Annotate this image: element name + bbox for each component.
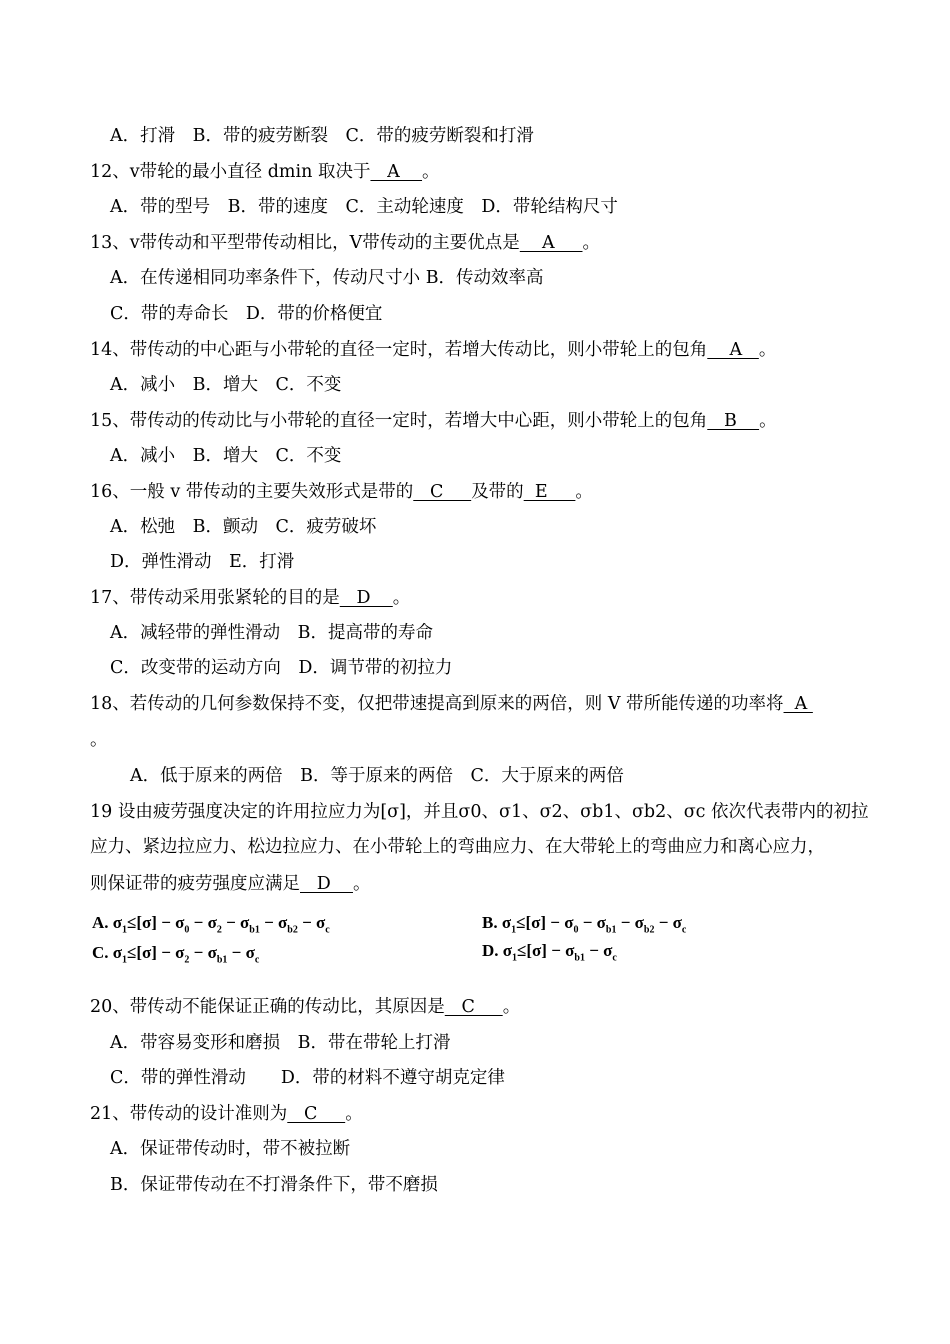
formula-option-c: C. $\sigma_1\le[\sigma] - \sigma_2 - \sigma_{b1} - \sigma_c$ (92, 943, 260, 966)
formula-subscript: c (254, 954, 260, 966)
option-line (110, 657, 452, 679)
answer-blank: B (707, 411, 760, 431)
formula-symbol: σ (175, 943, 185, 962)
option-line (110, 374, 341, 396)
formula-symbol: σ (502, 941, 513, 960)
line-text: 19 设由疲劳强度决定的许用拉应力为[σ]，并且σ0、σ1、σ2、σb1、σb2、σc 依次代表带内的初拉 (90, 802, 869, 822)
formula-symbol: σ (207, 913, 217, 932)
option-line (130, 765, 624, 787)
option-line (110, 125, 534, 147)
option-line (110, 267, 544, 289)
formula-symbol: σ (603, 941, 613, 960)
line-text: 。 (90, 730, 108, 750)
option-line (110, 445, 341, 467)
formula-subscript: b2 (643, 924, 655, 936)
answer-blank: D (339, 588, 393, 608)
line-text: A．带的型号 B．带的速度 C．主动轮速度 D．带轮结构尺寸 (110, 197, 618, 217)
formula-label: C. (92, 943, 109, 962)
formula-subscript: b2 (287, 924, 298, 936)
question-text: 12、v带轮的最小直径 dmin 取决于 (90, 162, 371, 182)
formula-bracket: [σ] (136, 913, 157, 932)
formula-symbol: σ (175, 913, 185, 932)
formula-relation: ≤ (516, 913, 526, 932)
formula-bracket: [σ] (525, 913, 547, 932)
line-text: D．弹性滑动 E．打滑 (110, 552, 295, 572)
question-text: 21、带传动的设计准则为 (90, 1104, 288, 1124)
question-text: 。 (582, 233, 600, 253)
question-line (90, 729, 108, 751)
question-line (90, 836, 825, 858)
question-text: 20、带传动不能保证正确的传动比，其原因是 (90, 997, 445, 1017)
answer-blank: C (287, 1104, 346, 1124)
option-line (110, 551, 294, 573)
question-text: 13、v带传动和平型带传动相比，V带传动的主要优点是 (90, 233, 520, 253)
option-line (110, 196, 618, 218)
option-line (110, 1174, 438, 1196)
question-text: 。 (352, 874, 371, 894)
formula-subscript: 2 (184, 954, 190, 966)
question-text: 15、带传动的传动比与小带轮的直径一定时，若增大中心距，则小带轮上的包角 (90, 411, 708, 431)
formula-relation: ≤ (517, 941, 527, 960)
line-text: B．保证带传动在不打滑条件下，带不磨损 (110, 1175, 438, 1195)
question-text: 16、一般 v 带传动的主要失效形式是带的 (90, 482, 414, 502)
question-line (90, 801, 869, 823)
line-text: A．松弛 B．颤动 C．疲劳破坏 (110, 517, 377, 537)
option-line (110, 622, 433, 644)
line-text: A．打滑 B．带的疲劳断裂 C．带的疲劳断裂和打滑 (110, 126, 534, 146)
question-text: 。 (502, 997, 521, 1017)
line-text: C．改变带的运动方向 D．调节带的初拉力 (110, 658, 453, 678)
formula-subscript: b1 (605, 924, 617, 936)
formula-subscript: 2 (216, 924, 222, 936)
line-text: C．带的弹性滑动 D．带的材料不遵守胡克定律 (110, 1068, 505, 1088)
question-line (90, 873, 370, 895)
question-line (90, 481, 593, 503)
formula-label: D. (482, 941, 499, 960)
formula-subscript: 1 (511, 924, 517, 936)
formula-symbol: σ (316, 913, 326, 932)
formula-subscript: 1 (122, 954, 128, 966)
formula-symbol: σ (207, 943, 217, 962)
formula-symbol: σ (565, 941, 575, 960)
formula-symbol: σ (564, 913, 574, 932)
answer-blank: D (300, 874, 353, 894)
line-text: C．带的寿命长 D．带的价格便宜 (110, 304, 383, 324)
line-text: A．低于原来的两倍 B．等于原来的两倍 C．大于原来的两倍 (130, 766, 624, 786)
formula-symbol: σ (672, 913, 682, 932)
answer-blank: C (444, 997, 503, 1017)
answer-blank: A (783, 694, 813, 714)
question-line (90, 339, 776, 361)
formula-symbol: σ (112, 913, 123, 932)
question-text: 。 (758, 340, 777, 360)
question-text: 。 (345, 1104, 363, 1124)
question-text: 及带的 (471, 482, 524, 502)
question-text: 14、带传动的中心距与小带轮的直径一定时，若增大传动比，则小带轮上的包角 (90, 340, 708, 360)
question-line (90, 693, 813, 715)
formula-subscript: c (325, 924, 330, 936)
question-text: 。 (575, 482, 593, 502)
option-line (110, 516, 376, 538)
answer-blank: E (523, 482, 576, 502)
formula-subscript: b1 (216, 954, 228, 966)
formula-symbol: σ (278, 913, 288, 932)
question-line (90, 410, 777, 432)
line-text: A．在传递相同功率条件下，传动尺寸小 B．传动效率高 (110, 268, 544, 288)
formula-subscript: 1 (512, 952, 518, 964)
formula-option-a: A. $\sigma_1\le[\sigma] - \sigma_0 - \sigma_2 - \sigma_{b1} - \sigma_{b2} - \sigma_c$ (92, 913, 330, 936)
formula-relation: ≤ (127, 913, 137, 932)
formula-symbol: σ (112, 943, 123, 962)
formula-relation: ≤ (127, 943, 137, 962)
question-text: 则保证带的疲劳强度应满足 (90, 874, 300, 894)
formula-label: B. (482, 913, 498, 932)
line-text: A．减轻带的弹性滑动 B．提高带的寿命 (110, 623, 433, 643)
line-text: A．减小 B．增大 C．不变 (110, 446, 342, 466)
question-line (90, 587, 410, 609)
line-text: A．保证带传动时，带不被拉断 (110, 1139, 351, 1159)
question-text: 18、若传动的几何参数保持不变，仅把带速提高到原来的两倍，则 V 带所能传递的功率将 (90, 694, 784, 714)
formula-subscript: 1 (122, 924, 128, 936)
formula-subscript: c (612, 952, 617, 964)
formula-bracket: [σ] (526, 941, 547, 960)
question-line (90, 996, 520, 1018)
formula-symbol: σ (634, 913, 644, 932)
option-line (110, 1067, 505, 1089)
question-text: 。 (392, 588, 411, 608)
question-line (90, 161, 440, 183)
formula-option-b: B. $\sigma_1\le[\sigma] - \sigma_0 - \sigma_{b1} - \sigma_{b2} - \sigma_c$ (482, 913, 687, 936)
formula-subscript: b1 (574, 952, 585, 964)
question-text: 17、带传动采用张紧轮的目的是 (90, 588, 340, 608)
line-text: A．带容易变形和磨损 B．带在带轮上打滑 (110, 1033, 451, 1053)
formula-symbol: σ (596, 913, 606, 932)
line-text: A．减小 B．增大 C．不变 (110, 375, 342, 395)
formula-label: A. (92, 913, 109, 932)
answer-blank: A (519, 233, 583, 253)
formula-bracket: [σ] (136, 943, 157, 962)
question-text: 。 (759, 411, 777, 431)
question-line (90, 232, 600, 254)
option-line (110, 1032, 451, 1054)
question-line (90, 1103, 363, 1125)
option-line (110, 1138, 350, 1160)
formula-option-d: D. $\sigma_1\le[\sigma] - \sigma_{b1} - \sigma_c$ (482, 941, 617, 964)
line-text: 应力、紧边拉应力、松边拉应力、在小带轮上的弯曲应力、在大带轮上的弯曲应力和离心应力， (90, 837, 825, 857)
formula-subscript: b1 (249, 924, 260, 936)
option-line (110, 303, 382, 325)
formula-subscript: 0 (184, 924, 190, 936)
formula-symbol: σ (245, 943, 255, 962)
question-text: 。 (422, 162, 440, 182)
formula-subscript: 0 (573, 924, 579, 936)
formula-symbol: σ (501, 913, 512, 932)
answer-blank: A (707, 340, 759, 360)
formula-symbol: σ (240, 913, 250, 932)
answer-blank: A (370, 162, 423, 182)
formula-subscript: c (681, 924, 687, 936)
answer-blank: C (413, 482, 472, 502)
